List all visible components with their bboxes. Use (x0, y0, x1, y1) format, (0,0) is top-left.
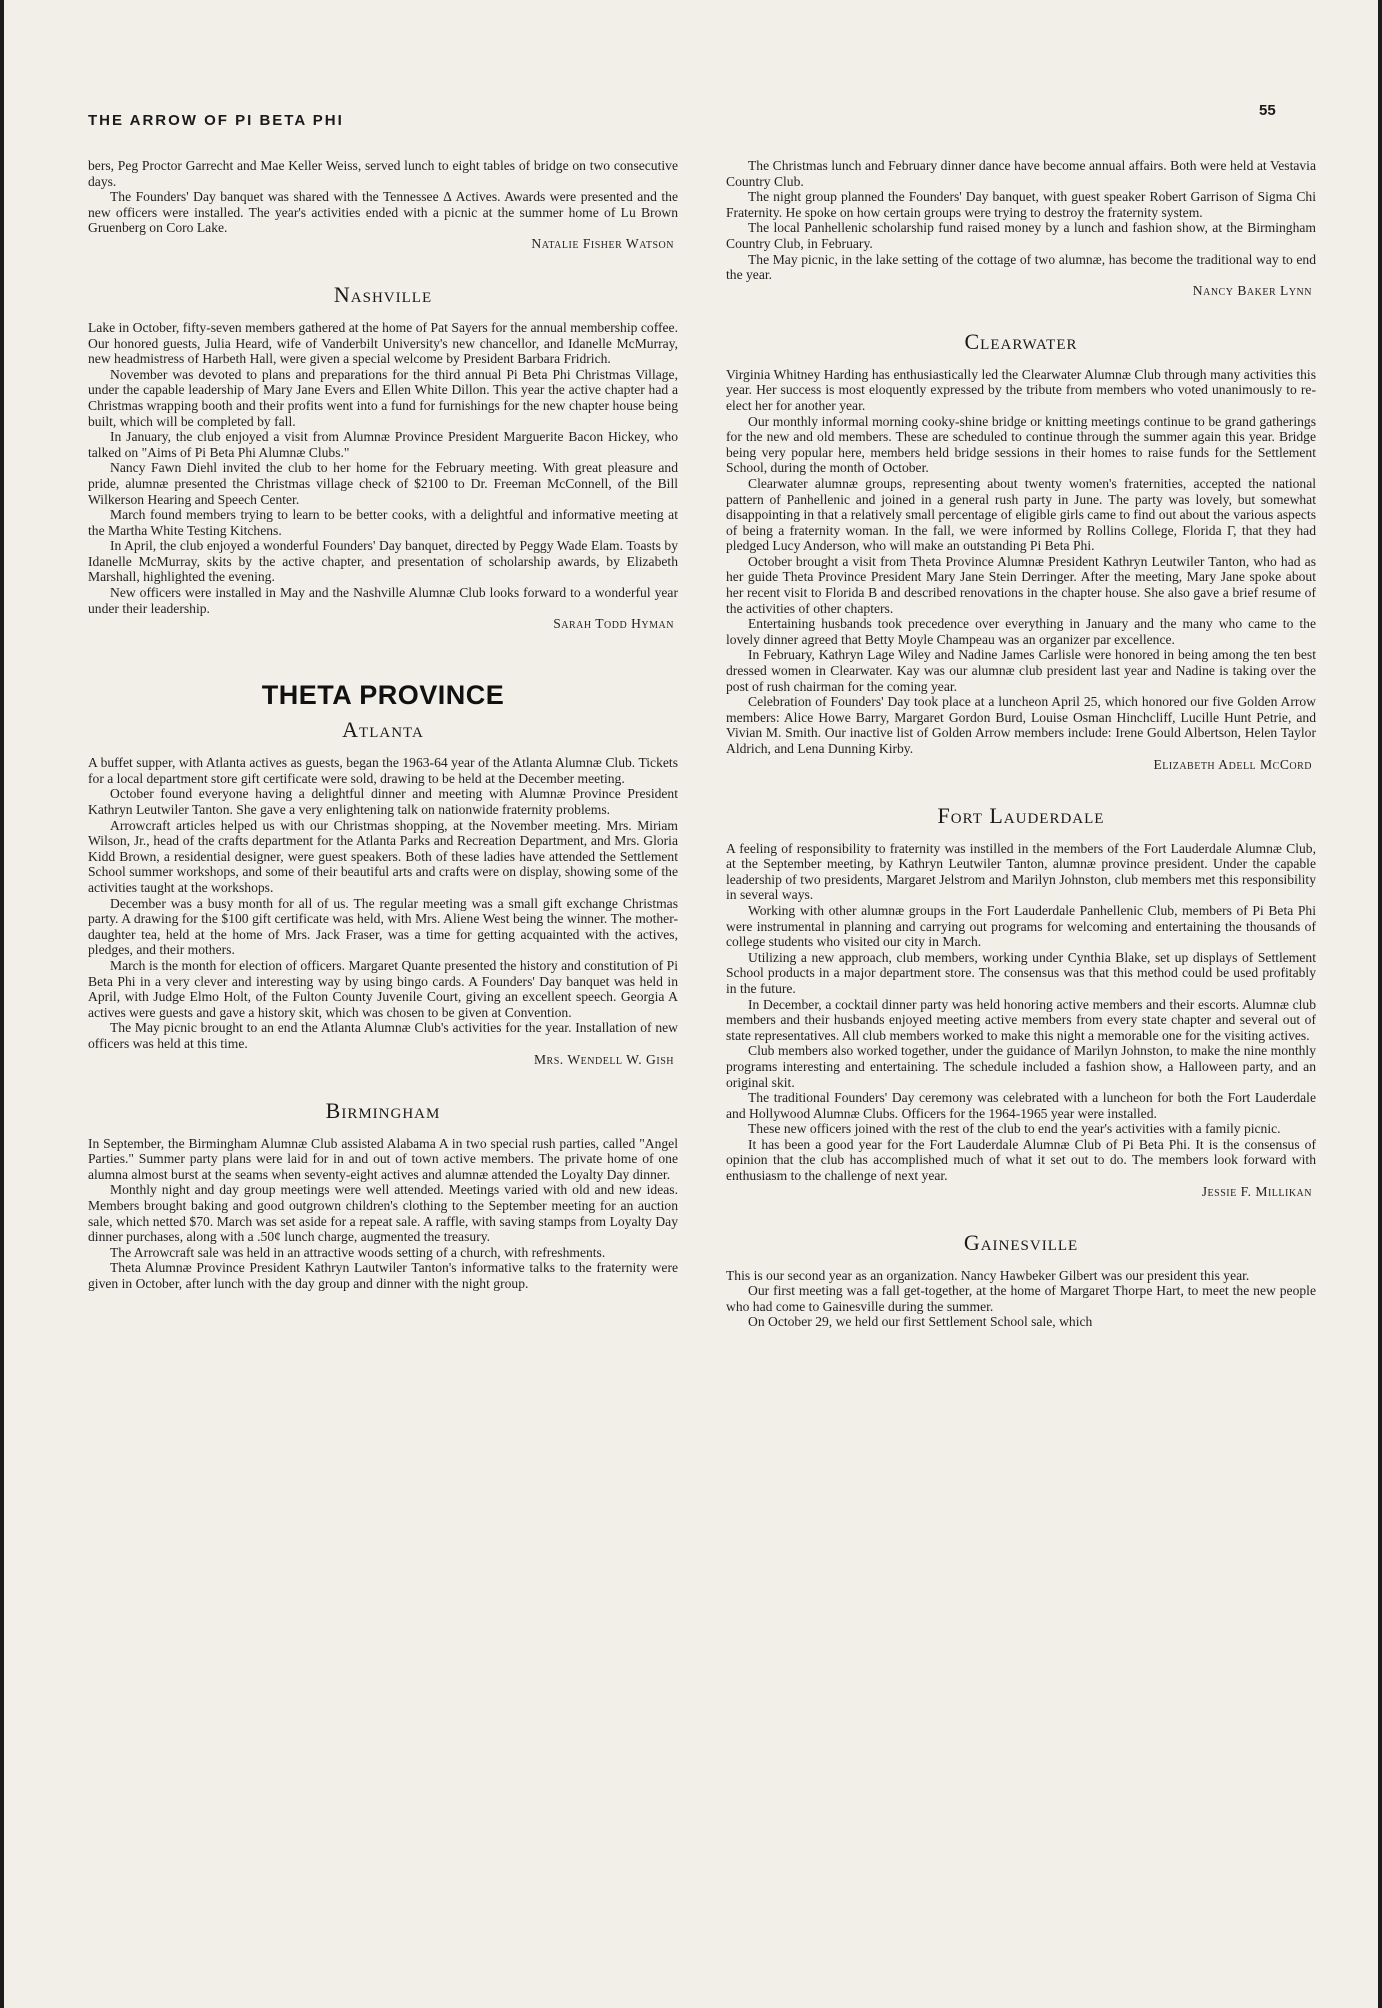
fort-lauderdale-section (726, 803, 1316, 1200)
paragraph: October found everyone having a delightful dinner and meeting with Alumnæ Province President Kathryn Leutwiler Tanton. She gave a very enlightening talk on nationwide fraternity problems. (88, 786, 678, 818)
paragraph: Clearwater alumnæ groups, representing about twenty women's fraternities, accepted the national pattern of Panhellenic and joined in a general rush party in June. The party was lovely, but somewhat disappointing in that a relatively small percentage of eligible girls came to find out about the various aspects of being a fraternity woman. In the fall, we were informed by Rollins College, Florida Γ, that they had pledged Lucy Anderson, who will make an outstanding Pi Beta Phi. (726, 475, 1316, 554)
right-column (726, 158, 1316, 1330)
paragraph: The traditional Founders' Day ceremony was celebrated with a luncheon for both the Fort Lauderdale and Hollywood Alumnæ Clubs. Officers for the 1964-1965 year were installed. (726, 1090, 1316, 1121)
birmingham-section (88, 1098, 678, 1292)
paragraph: On October 29, we held our first Settlement School sale, which (748, 1314, 1093, 1330)
signature: Mrs. Wendell W. Gish (533, 1051, 674, 1067)
paragraph: A buffet supper, with Atlanta actives as guests, began the 1963-64 year of the Atlanta Alumnæ Club. Tickets for a local department store gift certificate were sold, drawing to be held at the December meeting. (88, 755, 678, 786)
paragraph: The Christmas lunch and February dinner dance have become annual affairs. Both were held at Vestavia Country Club. (726, 158, 1316, 189)
paragraph: It has been a good year for the Fort Lauderdale Alumnæ Club of Pi Beta Phi. It is the consensus of opinion that the club has accomplished much of what it set out to do. The members look forward with enthusiasm to the challenge of next year. (726, 1136, 1316, 1184)
paragraph: The Founders' Day banquet was shared with the Tennessee Δ Actives. Awards were presented and the new officers were installed. The year's activities ended with a picnic at the summer home of Lu Brown Gruenberg on Coro Lake. (88, 189, 678, 236)
paragraph: The May picnic, in the lake setting of the cottage of two alumnæ, has become the traditional way to end the year. (726, 251, 1316, 283)
paragraph: A feeling of responsibility to fraternity was instilled in the members of the Fort Lauderdale Alumnæ Club, at the September meeting, by Kathryn Leutwiler Tanton, alumnæ province president. Under the capable leadership of two presidents, Margaret Jelstrom and Marilyn Johnston, club members met this responsibility in several ways. (726, 840, 1316, 903)
left-column (88, 158, 678, 1291)
paragraph: In December, a cocktail dinner party was held honoring active members and their escorts. Alumnæ club members and their husbands enjoyed meeting active members from every state chapter and several out of state representatives. All club members worked to make this night a memorable one for the visiting actives. (726, 996, 1316, 1043)
nashville-section (88, 282, 678, 632)
paragraph: Monthly night and day group meetings were well attended. Meetings varied with old and new ideas. Members brought baking and good outgrown children's clothing to the September meeting for an auction sale, which netted $70. March was set aside for a repeat sale. A raffle, with saving stamps from Loyalty Day dinner purchases, along with a .50¢ lunch charge, augmented the treasury. (88, 1182, 678, 1245)
atlanta-section (88, 717, 678, 1067)
running-header: THE ARROW OF PI BETA PHI (88, 112, 344, 129)
paragraph: Our first meeting was a fall get-together, at the home of Margaret Thorpe Hart, to meet the new people who had come to Gainesville during the summer. (726, 1283, 1316, 1314)
paragraph: Arrowcraft articles helped us with our Christmas shopping, at the November meeting. Mrs. Miriam Wilson, Jr., head of the crafts department for the Atlanta Parks and Recreation Department, and Mrs. Gloria Kidd Brown, a residential designer, were guest speakers. Both of these ladies have attended the Settlement School summer workshops, and some of their beautiful arts and crafts were on display, showing some of the activities taught at the workshops. (88, 817, 678, 895)
paragraph: November was devoted to plans and preparations for the third annual Pi Beta Phi Christmas Village, under the capable leadership of Mary Jane Evers and Ellen White Dillon. This year the active chapter had a Christmas wrapping booth and their profits went into a fund for furnishings for the new chapter house being built, which will be completed by fall. (88, 366, 678, 429)
paragraph: March found members trying to learn to be better cooks, with a delightful and informative meeting at the Martha White Testing Kitchens. (88, 507, 678, 538)
paragraph: Lake in October, fifty-seven members gathered at the home of Pat Sayers for the annual membership coffee. Our honored guests, Julia Heard, wife of Vanderbilt University's new chancellor, and Idanelle McMurray, new headmistress of Harbeth Hall, were given a special welcome by President Barbara Fridrich. (88, 319, 678, 367)
paragraph: In September, the Birmingham Alumnæ Club assisted Alabama A in two special rush parties, called "Angel Parties." Summer party plans were laid for in and out of town active members. The private home of one alumna almost burst at the seams when seventy-eight actives and alumnæ attended the Loyalty Day dinner. (88, 1135, 678, 1182)
paragraph: Nancy Fawn Diehl invited the club to her home for the February meeting. With great pleasure and pride, alumnæ presented the Christmas village check of $2100 to Dr. Freeman McConnell, of the Bill Wilkerson Hearing and Speech Center. (88, 460, 678, 507)
signature: Jessie F. Millikan (1201, 1183, 1312, 1199)
signature: Elizabeth Adell McCord (1153, 756, 1312, 772)
paragraph: In February, Kathryn Lage Wiley and Nadine James Carlisle were honored in being among the ten best dressed women in Clearwater. Kay was our alumnæ club president last year and Nadine is taking over the post of rush chairman for the coming year. (726, 647, 1316, 694)
paragraph: The May picnic brought to an end the Atlanta Alumnæ Club's activities for the year. Installation of new officers was held at this time. (88, 1020, 678, 1051)
gainesville-section (726, 1230, 1316, 1330)
section-heading: Nashville (333, 281, 433, 307)
paragraph: New officers were installed in May and the Nashville Alumnæ Club looks forward to a wonderful year under their leadership. (88, 585, 678, 616)
paragraph: In April, the club enjoyed a wonderful Founders' Day banquet, directed by Peggy Wade Elam. Toasts by Idanelle McMurray, skits by the active chapter, and presentation of scholarship awards, by Elizabeth Marshall, highlighted the evening. (88, 538, 678, 585)
birmingham-continued-section (726, 158, 1316, 299)
section-heading: Clearwater (964, 328, 1078, 354)
paragraph: These new officers joined with the rest of the club to end the year's activities with a family picnic. (748, 1121, 1281, 1137)
page-number: 55 (1259, 102, 1276, 119)
province-heading: THETA PROVINCE (261, 680, 505, 711)
paragraph: Entertaining husbands took precedence over everything in January and the many who came to the lovely dinner agreed that Betty Moyle Champeau was an organizer par excellence. (726, 616, 1316, 647)
signature: Natalie Fisher Watson (531, 235, 674, 251)
paragraph: Club members also worked together, under the guidance of Marilyn Johnston, to make the nine monthly programs interesting and entertaining. The schedule included a fashion show, a Halloween party, and an original skit. (726, 1043, 1316, 1090)
section-heading: Atlanta (342, 717, 424, 743)
paragraph: Celebration of Founders' Day took place at a luncheon April 25, which honored our five Golden Arrow members: Alice Howe Barry, Margaret Gordon Burd, Louise Osman Hinchcliff, Lucille Hunt Petrie, and Vivian M. Smith. Our inactive list of Golden Arrow members include: Irene Gould Albertson, Helen Taylor Aldrich, and Lena Dunning Kirby. (726, 694, 1316, 756)
section-heading: Gainesville (963, 1229, 1079, 1255)
paragraph: March is the month for election of officers. Margaret Quante presented the history and constitution of Pi Beta Phi in a very clever and interesting way by using bingo cards. A Founders' Day banquet was held in April, with Judge Elmo Holt, of the Fulton County Juvenile Court, giving an excellent speech. Georgia A actives were guests and gave a history skit, which was chosen to be given at Convention. (88, 957, 678, 1020)
paragraph: The local Panhellenic scholarship fund raised money by a lunch and fashion show, at the Birmingham Country Club, in February. (726, 220, 1316, 251)
paragraph: In January, the club enjoyed a visit from Alumnæ Province President Marguerite Bacon Hickey, who talked on "Aims of Pi Beta Phi Alumnæ Clubs." (88, 429, 678, 460)
intro-section (88, 158, 678, 252)
signature: Nancy Baker Lynn (1192, 282, 1312, 298)
paragraph: The night group planned the Founders' Day banquet, with guest speaker Robert Garrison of Sigma Chi Fraternity. He spoke on how certain groups were trying to destroy the fraternity system. (726, 189, 1316, 220)
paragraph: Theta Alumnæ Province President Kathryn Lautwiler Tanton's informative talks to the fraternity were given in October, after lunch with the day group and dinner with the night group. (88, 1260, 678, 1291)
paragraph: This is our second year as an organization. Nancy Hawbeker Gilbert was our president this year. (726, 1267, 1250, 1283)
paragraph: Utilizing a new approach, club members, working under Cynthia Blake, set up displays of Settlement School products in a major department store. The consensus was that this method could be used profitably in the future. (726, 949, 1316, 996)
paragraph: The Arrowcraft sale was held in an attractive woods setting of a church, with refreshments. (110, 1244, 606, 1260)
paragraph: October brought a visit from Theta Province Alumnæ President Kathryn Leutwiler Tanton, who had as her guide Theta Province President Mary Jane Stein Derringer. After the meeting, Mary Jane spoke about her recent visit to Florida B and described renovations in the chapter house. She also gave a brief resume of the activities of other chapters. (726, 553, 1316, 616)
paragraph: Working with other alumnæ groups in the Fort Lauderdale Panhellenic Club, members of Pi Beta Phi were instrumental in planning and carrying out programs for welcoming and entertaining the thousands of college students who visited our city in March. (726, 902, 1316, 950)
clearwater-section (726, 329, 1316, 773)
paragraph: bers, Peg Proctor Garrecht and Mae Keller Weiss, served lunch to eight tables of bridge on two consecutive days. (88, 158, 678, 189)
paragraph: December was a busy month for all of us. The regular meeting was a small gift exchange Christmas party. A drawing for the $100 gift certificate was held, with Mrs. Aliene West being the winner. The mother-daughter tea, held at the home of Mrs. Jack Fraser, was a time for getting acquainted with the actives, pledges, and their mothers. (88, 895, 678, 958)
paragraph: Our monthly informal morning cooky-shine bridge or knitting meetings continue to be grand gatherings for the new and old members. These are scheduled to continue through the summer again this year. Bridge being very popular here, members held bridge sessions in their homes to raise funds for the Settlement School, during the month of October. (726, 413, 1316, 476)
paragraph: Virginia Whitney Harding has enthusiastically led the Clearwater Alumnæ Club through many activities this year. Her success is most eloquently expressed by the tribute from members who voted unanimously to re-elect her for another year. (726, 366, 1316, 413)
section-heading: Birmingham (325, 1097, 441, 1123)
signature: Sarah Todd Hyman (553, 616, 674, 632)
page (4, 0, 1378, 2008)
section-heading: Fort Lauderdale (937, 802, 1105, 828)
